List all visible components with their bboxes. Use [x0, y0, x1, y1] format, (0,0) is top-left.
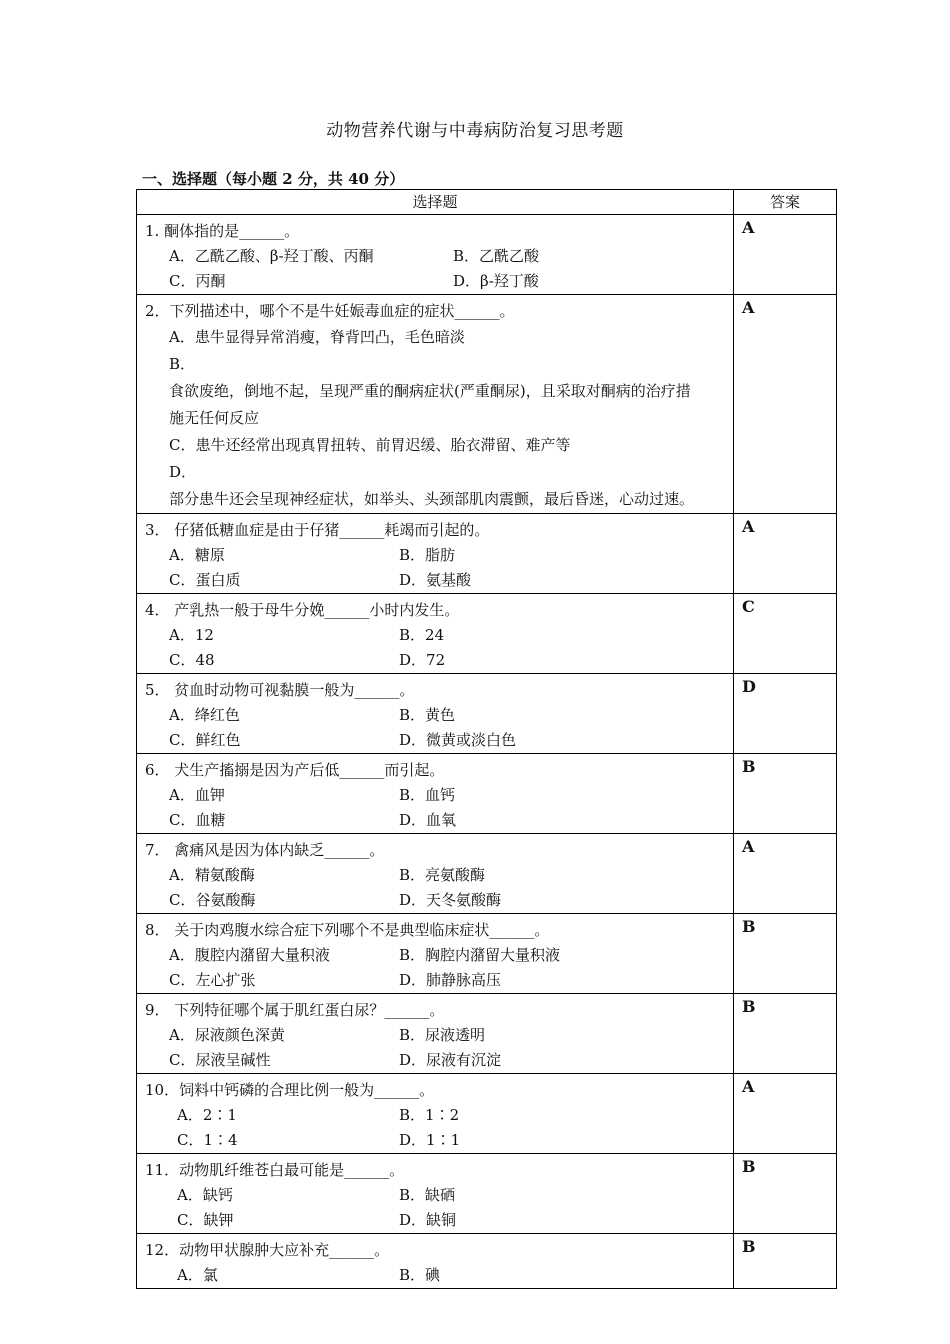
question-stem: 5． 贫血时动物可视黏膜一般为______。 — [145, 681, 415, 699]
header-question: 选择题 — [137, 190, 734, 215]
question-stem: 10．饲料中钙磷的合理比例一般为______。 — [145, 1081, 435, 1099]
option-d: D．缺铜 — [399, 1211, 457, 1229]
option-b: B．碘 — [399, 1266, 441, 1284]
option-d: D．血氧 — [399, 811, 457, 829]
question-cell — [137, 994, 734, 1074]
question-cell — [137, 1154, 734, 1234]
answer-cell: B — [734, 1154, 837, 1234]
question-cell — [137, 834, 734, 914]
answer-cell: D — [734, 674, 837, 754]
question-stem: 9． 下列特征哪个属于肌红蛋白尿？______。 — [145, 1001, 445, 1019]
question-cell — [137, 594, 734, 674]
question-stem: 3． 仔猪低糖血症是由于仔猪______耗竭而引起的。 — [145, 521, 490, 539]
answer-cell: C — [734, 594, 837, 674]
option-d: D．氨基酸 — [399, 571, 472, 589]
answer-cell: B — [734, 914, 837, 994]
option-c: C．48 — [169, 651, 215, 669]
option-d: D．72 — [399, 651, 446, 669]
answer-cell: A — [734, 295, 837, 514]
option-a: A．乙酰乙酸、β-羟丁酸、丙酮 — [169, 247, 374, 265]
header-answer: 答案 — [734, 190, 837, 215]
table-row — [137, 1074, 837, 1154]
option-d-label: D． — [169, 463, 197, 481]
table-row — [137, 1234, 837, 1289]
option-c: C．鲜红色 — [169, 731, 241, 749]
option-c: C．谷氨酸酶 — [169, 891, 256, 909]
table-row — [137, 594, 837, 674]
table-row — [137, 754, 837, 834]
option-b: B．缺硒 — [399, 1186, 456, 1204]
table-row — [137, 215, 837, 295]
option-c: C．缺钾 — [177, 1211, 234, 1229]
option-c: C．丙酮 — [169, 272, 226, 290]
option-b: B．亮氨酸酶 — [399, 866, 486, 884]
option-d: D．1∶1 — [399, 1131, 461, 1149]
option-d: 部分患牛还会呈现神经症状，如举头、头颈部肌肉震颤，最后昏迷，心动过速。 — [169, 490, 695, 508]
question-cell — [137, 514, 734, 594]
option-b: B．24 — [399, 626, 445, 644]
question-stem: 2．下列描述中，哪个不是牛妊娠毒血症的症状______。 — [145, 302, 515, 320]
option-d: D．天冬氨酸酶 — [399, 891, 502, 909]
question-stem: 6． 犬生产搐搦是因为产后低______而引起。 — [145, 761, 445, 779]
question-stem: 8． 关于肉鸡腹水综合症下列哪个不是典型临床症状______。 — [145, 921, 550, 939]
option-b: B．黄色 — [399, 706, 456, 724]
question-stem: 1. 酮体指的是______。 — [145, 222, 300, 240]
section-heading: 一、选择题（每小题 2 分，共 40 分） — [142, 170, 405, 188]
option-a: A．氯 — [177, 1266, 218, 1284]
option-a: A．糖原 — [169, 546, 225, 564]
table-row — [137, 1154, 837, 1234]
table-row — [137, 994, 837, 1074]
option-d: D．β-羟丁酸 — [453, 272, 539, 290]
option-a: A．精氨酸酶 — [169, 866, 255, 884]
option-a: A．腹腔内潴留大量积液 — [169, 946, 330, 964]
question-cell — [137, 295, 734, 514]
table-row — [137, 914, 837, 994]
option-d: D．肺静脉高压 — [399, 971, 502, 989]
option-c: C．患牛还经常出现真胃扭转、前胃迟缓、胎衣滞留、难产等 — [169, 436, 571, 454]
question-cell — [137, 674, 734, 754]
option-c: C．血糖 — [169, 811, 226, 829]
option-d: D．微黄或淡白色 — [399, 731, 517, 749]
option-b: B．尿液透明 — [399, 1026, 486, 1044]
option-b-label: B． — [169, 355, 196, 373]
option-b: B．脂肪 — [399, 546, 456, 564]
option-c: C．1∶4 — [177, 1131, 238, 1149]
question-cell — [137, 1074, 734, 1154]
table-row — [137, 514, 837, 594]
option-a: A．血钾 — [169, 786, 225, 804]
option-c: C．蛋白质 — [169, 571, 241, 589]
option-a: A．尿液颜色深黄 — [169, 1026, 285, 1044]
option-b: B．血钙 — [399, 786, 456, 804]
question-stem: 7． 禽痛风是因为体内缺乏______。 — [145, 841, 385, 859]
option-a: A．缺钙 — [177, 1186, 233, 1204]
question-stem: 4． 产乳热一般于母牛分娩______小时内发生。 — [145, 601, 460, 619]
option-c: C．尿液呈碱性 — [169, 1051, 271, 1069]
question-cell — [137, 215, 734, 295]
option-b: 食欲废绝，倒地不起，呈现严重的酮病症状(严重酮尿)，且采取对酮病的治疗措施无任何反应 — [169, 382, 691, 427]
option-a: A．绛红色 — [169, 706, 240, 724]
answer-cell: B — [734, 994, 837, 1074]
option-b: B．1∶2 — [399, 1106, 460, 1124]
option-a: A．2∶1 — [177, 1106, 237, 1124]
table-row — [137, 295, 837, 514]
option-d: D．尿液有沉淀 — [399, 1051, 502, 1069]
option-a: A．12 — [169, 626, 214, 644]
option-a: A．患牛显得异常消瘦，脊背凹凸，毛色暗淡 — [169, 328, 465, 346]
answer-cell: B — [734, 754, 837, 834]
question-cell — [137, 914, 734, 994]
table-row — [137, 674, 837, 754]
question-table — [136, 189, 837, 1289]
question-stem: 12．动物甲状腺肿大应补充______。 — [145, 1241, 390, 1259]
answer-cell: A — [734, 1074, 837, 1154]
answer-cell: B — [734, 1234, 837, 1289]
answer-cell: A — [734, 514, 837, 594]
question-cell — [137, 754, 734, 834]
page-title: 动物营养代谢与中毒病防治复习思考题 — [326, 121, 624, 141]
question-cell — [137, 1234, 734, 1289]
answer-cell: A — [734, 834, 837, 914]
table-row — [137, 834, 837, 914]
question-stem: 11．动物肌纤维苍白最可能是______。 — [145, 1161, 405, 1179]
table-header-row — [137, 190, 837, 215]
option-b: B．胸腔内潴留大量积液 — [399, 946, 561, 964]
option-b: B．乙酰乙酸 — [453, 247, 540, 265]
option-c: C．左心扩张 — [169, 971, 256, 989]
answer-cell: A — [734, 215, 837, 295]
